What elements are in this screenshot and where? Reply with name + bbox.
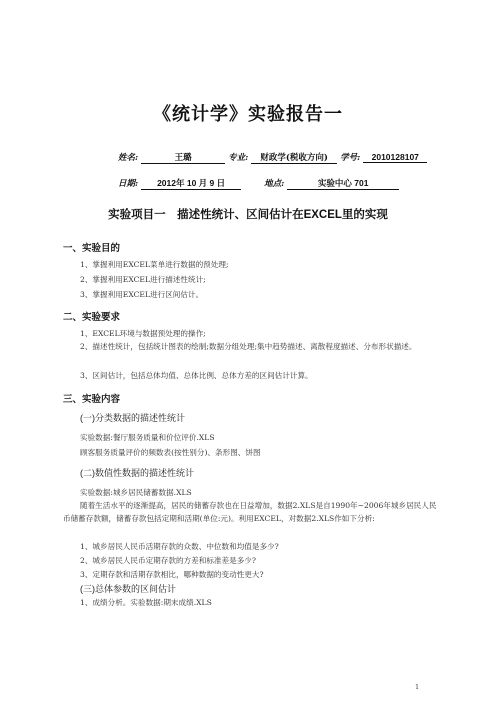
id-label: 学号:	[340, 153, 361, 163]
content-line: 1、成绩分析。实验数据:期末成绩.XLS	[80, 598, 212, 607]
requirement-item: 1、EXCEL环境与数据预处理的操作;	[80, 329, 206, 338]
major-value: 财政学(税收方向)	[251, 151, 337, 164]
location-value: 实验中心 701	[287, 177, 399, 190]
date-value: 2012年 10 月 9 日	[141, 177, 241, 190]
requirement-item: 3、区间估计，包括总体均值、总体比例、总体方差的区间估计计算。	[80, 371, 313, 380]
id-value: 2010128107	[363, 152, 427, 163]
question-item: 2、城乡居民人民币定期存款的方差和标准差是多少?	[80, 556, 256, 565]
content-paragraph: 随着生活水平的逐渐提高，居民的储蓄存款也在日益增加，数据2.XLS是自1990年~2006年城乡居民人民币储蓄存款额，储蓄存款包括定期和活期(单位:元)。利用EXCEL，对数据2.XLS作如下分析:	[63, 501, 437, 523]
question-item: 3、定期存款和活期存款相比，哪种数据的变动性更大?	[80, 570, 264, 579]
subsection-heading-1: (一)分类数据的描述性统计	[80, 413, 185, 423]
info-row-2	[118, 177, 399, 190]
objective-item: 3、掌握利用EXCEL进行区间估计。	[80, 290, 204, 299]
section-heading-requirements: 二、实验要求	[63, 312, 121, 323]
objective-item: 1、掌握利用EXCEL菜单进行数据的预处理;	[80, 260, 229, 269]
section-heading-content: 三、实验内容	[63, 394, 121, 405]
name-label: 姓名:	[118, 153, 139, 163]
requirement-item: 2、描述性统计，包括统计图表的绘制;数据分组处理;集中趋势描述、离散程度描述、分布形状描述。	[80, 342, 417, 351]
page-number: 1	[415, 683, 420, 691]
date-label: 日期:	[118, 179, 139, 189]
objective-item: 2、掌握利用EXCEL进行描述性统计;	[80, 275, 206, 284]
subsection-heading-2: (二)数值性数据的描述性统计	[80, 468, 194, 478]
section-heading-objectives: 一、实验目的	[63, 243, 121, 254]
report-title: 《统计学》实验报告一	[153, 104, 343, 125]
project-title: 实验项目一 描述性统计、区间估计在EXCEL里的实现	[108, 209, 388, 221]
info-row-1	[118, 151, 427, 164]
content-line: 实验数据:城乡居民储蓄数据.XLS	[80, 488, 192, 497]
subsection-heading-3: (三)总体参数的区间估计	[80, 584, 176, 594]
content-line: 顾客服务质量评价的频数表(按性别分)、条形图、饼图	[80, 448, 261, 457]
question-item: 1、城乡居民人民币活期存款的众数、中位数和均值是多少?	[80, 542, 279, 551]
name-value: 王璐	[141, 151, 225, 164]
location-label: 地点:	[264, 179, 285, 189]
major-label: 专业:	[228, 153, 249, 163]
content-line: 实验数据:餐厅服务质量和价位评价.XLS	[80, 433, 215, 442]
